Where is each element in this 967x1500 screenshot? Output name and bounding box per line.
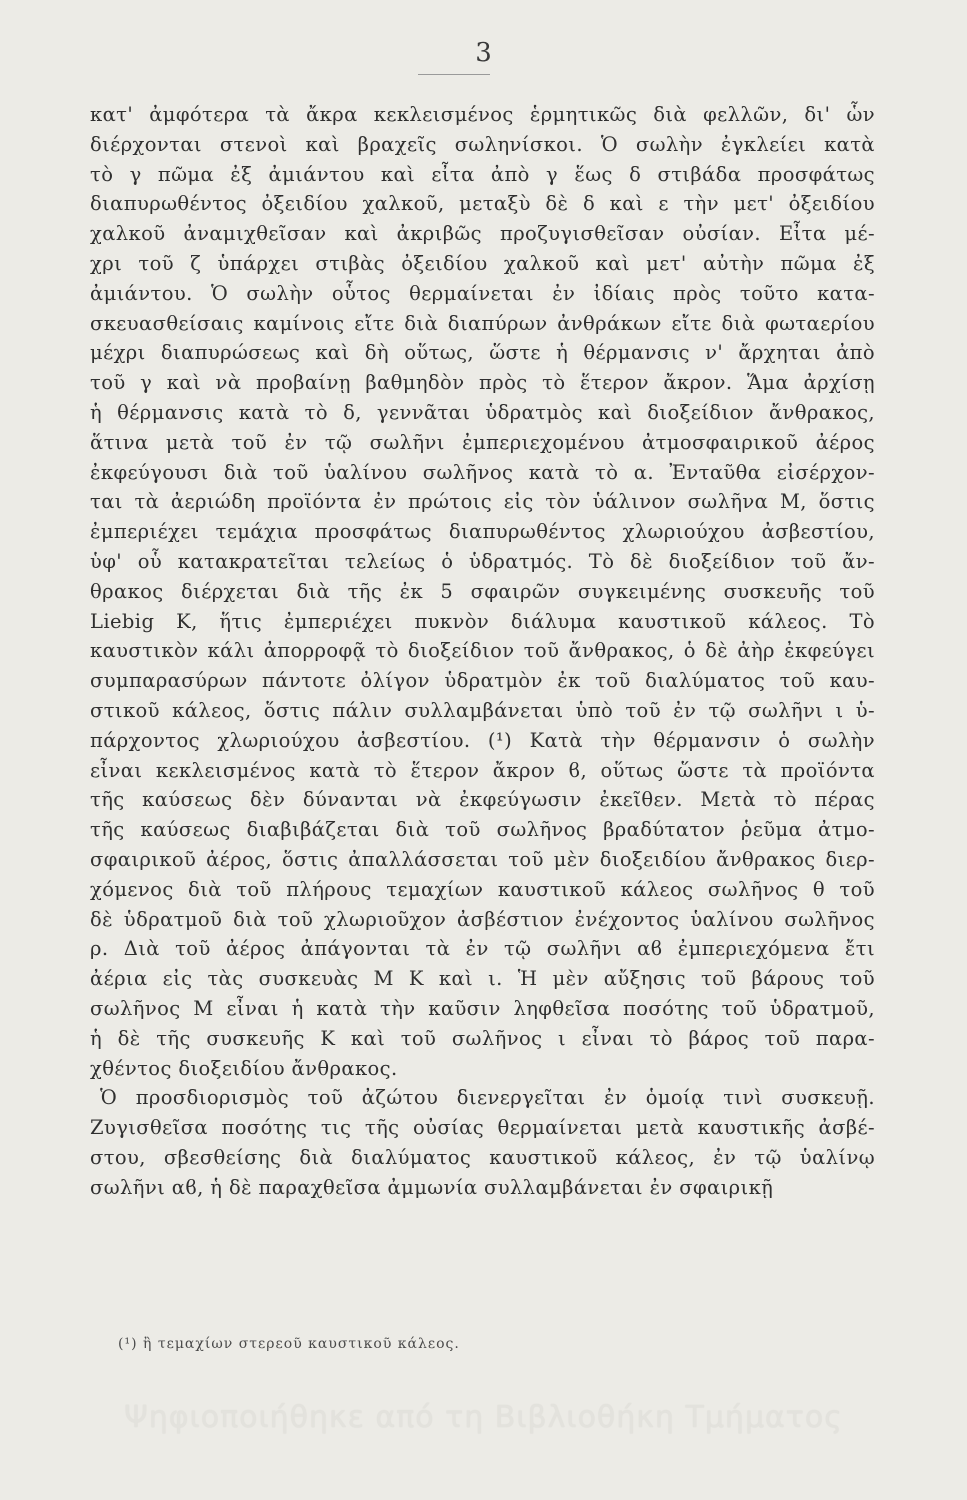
text-line: χθέντος διοξειδίου ἄνθρακος. xyxy=(90,1056,398,1080)
text-line: Ὁ προσδιορισμὸς τοῦ ἀζώτου διενεργεῖται ἐν ὁμοίᾳ τινὶ συσκευῇ. xyxy=(100,1086,875,1110)
text-line: ἡ θέρμανσις κατὰ τὸ δ, γεννᾶται ὑδρατμὸς καὶ διοξείδιον ἄνθρακος, xyxy=(90,400,875,424)
text-line: συμπαρασύρων πάντοτε ὀλίγον ὑδρατμὸν ἐκ τοῦ διαλύματος τοῦ καυ- xyxy=(90,669,875,693)
text-line: ται τὰ ἀεριώδη προϊόντα ἐν πρώτοις εἰς τὸν ὑάλινον σωλῆνα Μ, ὅστις xyxy=(90,490,875,514)
text-line: εἶναι κεκλεισμένος κατὰ τὸ ἕτερον ἄκρον ϐ, οὕτως ὥστε τὰ προϊόντα xyxy=(90,758,875,782)
text-line: ἡ δὲ τῆς συσκευῆς Κ καὶ τοῦ σωλῆνος ι εἶναι τὸ βάρος τοῦ παρα- xyxy=(90,1026,875,1050)
text-line: στου, σβεσθείσης διὰ διαλύματος καυστικοῦ κάλεος, ἐν τῷ ὑαλίνῳ xyxy=(90,1145,875,1169)
text-line: καυστικὸν κάλι ἀπορροφᾷ τὸ διοξείδιον τοῦ ἄνθρακος, ὁ δὲ ἀὴρ ἐκφεύγει xyxy=(90,639,875,663)
text-line: διέρχονται στενοὶ καὶ βραχεῖς σωληνίσκοι. Ὁ σωλὴν ἐγκλείει κατὰ xyxy=(90,132,875,156)
text-line: σκευασθείσαις καμίνοις εἴτε διὰ διαπύρων ἀνθράκων εἴτε διὰ φωταερίου xyxy=(90,311,875,335)
text-line: χαλκοῦ ἀναμιχθεῖσαν καὶ ἀκριβῶς προζυγισθεῖσαν οὐσίαν. Εἶτα μέ- xyxy=(90,222,875,246)
text-line: Ζυγισθεῖσα ποσότης τις τῆς οὐσίας θερμαίνεται μετὰ καυστικῆς ἀσβέ- xyxy=(90,1116,875,1140)
text-line: κατ' ἀμφότερα τὰ ἄκρα κεκλεισμένος ἑρμητικῶς διὰ φελλῶν, δι' ὧν xyxy=(90,103,875,126)
text-line: ἀέρια εἰς τὰς συσκευὰς Μ Κ καὶ ι. Ἡ μὲν αὔξησις τοῦ βάρους τοῦ xyxy=(90,967,875,991)
text-line: ἀμιάντου. Ὁ σωλὴν οὗτος θερμαίνεται ἐν ἰδίαις πρὸς τοῦτο κατα- xyxy=(90,281,875,305)
text-line: σωλῆνος Μ εἶναι ἡ κατὰ τὴν καῦσιν ληφθεῖσα ποσότης τοῦ ὑδρατμοῦ, xyxy=(90,996,875,1020)
page-number: 3 xyxy=(475,38,492,68)
text-line: ἐμπεριέχει τεμάχια προσφάτως διαπυρωθέντος χλωριούχου ἀσβεστίου, xyxy=(90,520,875,544)
text-line: διαπυρωθέντος ὀξειδίου χαλκοῦ, μεταξὺ δὲ δ καὶ ε τὴν μετ' ὀξειδίου xyxy=(90,192,875,216)
text-line: μέχρι διαπυρώσεως καὶ δὴ οὕτως, ὥστε ἡ θέρμανσις ν' ἄρχηται ἀπὸ xyxy=(90,341,875,365)
text-line: Liebig Κ, ἥτις ἐμπεριέχει πυκνὸν διάλυμα καυστικοῦ κάλεος. Τὸ xyxy=(90,609,875,633)
text-line: σωλῆνι αϐ, ἡ δὲ παραχθεῖσα ἀμμωνία συλλαμβάνεται ἐν σφαιρικῇ xyxy=(90,1175,774,1199)
text-line: ὑφ' οὗ κατακρατεῖται τελείως ὁ ὑδρατμός. Τὸ δὲ διοξείδιον τοῦ ἄν- xyxy=(90,549,875,573)
text-line: στικοῦ κάλεος, ὅστις πάλιν συλλαμβάνεται ὑπὸ τοῦ ἐν τῷ σωλῆνι ι ὑ- xyxy=(90,698,875,722)
text-line: ρ. Διὰ τοῦ ἀέρος ἀπάγονται τὰ ἐν τῷ σωλῆνι αϐ ἐμπεριεχόμενα ἔτι xyxy=(90,937,875,961)
text-line: τῆς καύσεως δὲν δύνανται νὰ ἐκφεύγωσιν ἐκεῖθεν. Μετὰ τὸ πέρας xyxy=(90,788,875,812)
body-text xyxy=(90,100,875,1202)
text-line: τὸ γ πῶμα ἐξ ἀμιάντου καὶ εἶτα ἀπὸ γ ἕως δ στιβάδα προσφάτως xyxy=(90,162,875,186)
text-line: σφαιρικοῦ ἀέρος, ὅστις ἀπαλλάσσεται τοῦ μὲν διοξειδίου ἄνθρακος διερ- xyxy=(90,847,875,871)
header-rule xyxy=(418,74,490,75)
text-line: χρι τοῦ ζ ὑπάρχει στιβὰς ὀξειδίου χαλκοῦ καὶ μετ' αὐτὴν πῶμα ἐξ xyxy=(90,251,875,275)
text-line: ἅτινα μετὰ τοῦ ἐν τῷ σωλῆνι ἐμπεριεχομένου ἀτμοσφαιρικοῦ ἀέρος xyxy=(90,430,875,454)
text-line: τῆς καύσεως διαβιβάζεται διὰ τοῦ σωλῆνος βραδύτατον ῥεῦμα ἀτμο- xyxy=(90,818,875,842)
text-line: δὲ ὑδρατμοῦ διὰ τοῦ χλωριοῦχον ἀσβέστιον ἐνέχοντος ὑαλίνου σωλῆνος xyxy=(90,907,875,931)
text-line: ἐκφεύγουσι διὰ τοῦ ὑαλίνου σωλῆνος κατὰ τὸ α. Ἐνταῦθα εἰσέρχον- xyxy=(90,460,875,484)
footnote: (¹) ἢ τεμαχίων στερεοῦ καυστικοῦ κάλεος. xyxy=(118,1336,460,1352)
text-line: θρακος διέρχεται διὰ τῆς ἐκ 5 σφαιρῶν συγκειμένης συσκευῆς τοῦ xyxy=(90,579,875,603)
text-line: χόμενος διὰ τοῦ πλήρους τεμαχίων καυστικοῦ κάλεος σωλῆνος θ τοῦ xyxy=(90,877,875,901)
text-line: πάρχοντος χλωριούχου ἀσβεστίου. (¹) Κατὰ τὴν θέρμανσιν ὁ σωλὴν xyxy=(90,728,875,752)
text-line: τοῦ γ καὶ νὰ προβαίνῃ βαθμηδὸν πρὸς τὸ ἕτερον ἄκρον. Ἅμα ἀρχίσῃ xyxy=(90,371,875,395)
library-watermark: Ψηφιοποιήθηκε από τη Βιβλιοθήκη Τμήματος xyxy=(124,1400,843,1435)
